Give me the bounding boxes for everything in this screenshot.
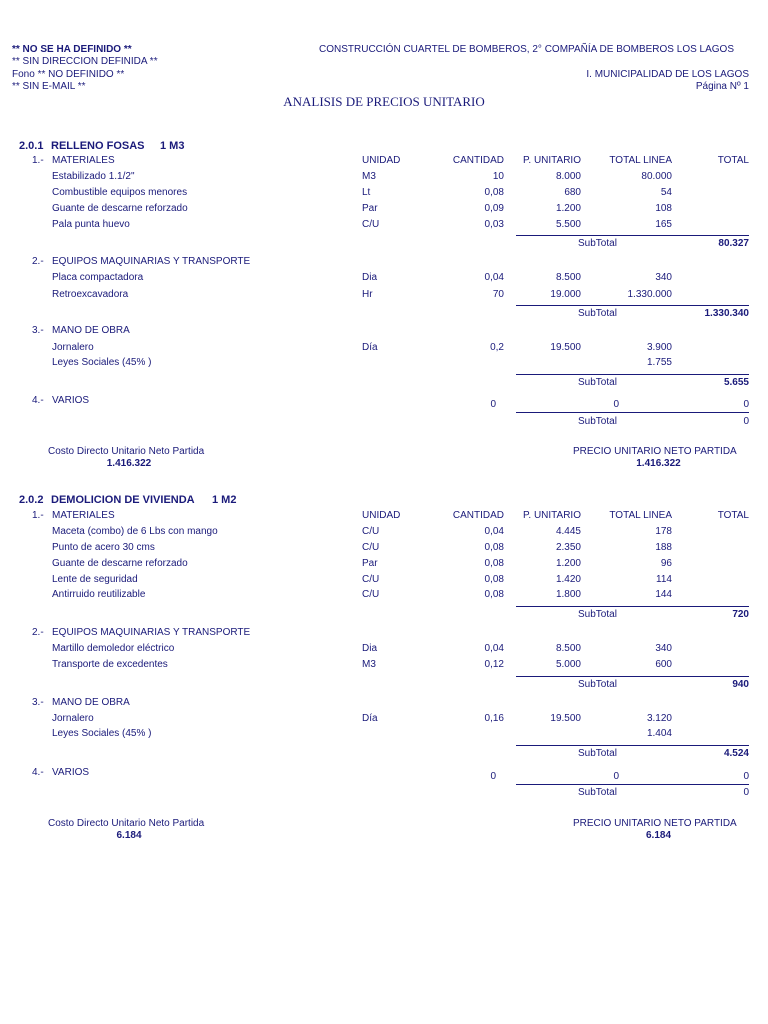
item-quantity: 70: [492, 289, 504, 300]
costo-directo-label: Costo Directo Unitario Neto Partida: [48, 818, 205, 829]
item-unit: Día: [362, 342, 378, 353]
costo-directo-value: 1.416.322: [106, 458, 152, 469]
group-name: MANO DE OBRA: [52, 697, 130, 708]
section-unit: 1 M3: [160, 140, 185, 152]
item-unit-price: 1.200: [555, 203, 581, 214]
column-header-p-unitario: P. UNITARIO: [523, 510, 581, 521]
subtotal-label: SubTotal: [578, 748, 617, 759]
subtotal-value: 720: [732, 609, 749, 620]
item-line-total: 600: [655, 659, 672, 670]
subtotal-label: SubTotal: [578, 787, 617, 798]
item-quantity: 10: [492, 171, 504, 182]
group-number: 2.-: [32, 627, 44, 638]
item-quantity: 0,08: [484, 187, 504, 198]
item-description: Antirruido reutilizable: [52, 589, 146, 600]
item-line-total: 188: [655, 542, 672, 553]
item-line-total: 1.330.000: [627, 289, 672, 300]
group-number: 1.-: [32, 155, 44, 166]
subtotal-value: 1.330.340: [704, 308, 749, 319]
column-header-cantidad: CANTIDAD: [452, 510, 504, 521]
item-line-total: 178: [655, 526, 672, 537]
company-name: ** NO SE HA DEFINIDO **: [12, 44, 132, 55]
company-phone: Fono ** NO DEFINIDO **: [12, 69, 125, 80]
group-number: 3.-: [32, 697, 44, 708]
column-header-total-linea: TOTAL LINEA: [609, 155, 672, 166]
item-unit-price: 5.000: [555, 659, 581, 670]
item-description: Jornalero: [52, 342, 94, 353]
group-name: EQUIPOS MAQUINARIAS Y TRANSPORTE: [52, 627, 251, 638]
subtotal-divider: [516, 784, 749, 785]
section-unit: 1 M2: [212, 494, 237, 506]
item-quantity: 0,08: [484, 542, 504, 553]
costo-directo-label: Costo Directo Unitario Neto Partida: [48, 446, 205, 457]
item-description: Maceta (combo) de 6 Lbs con mango: [52, 526, 218, 537]
subtotal-divider: [516, 745, 749, 746]
section-name: DEMOLICION DE VIVIENDA: [51, 494, 195, 506]
item-line-total: 144: [655, 589, 672, 600]
subtotal-divider: [516, 676, 749, 677]
item-line-total: 340: [655, 272, 672, 283]
varios-quantity: 0: [490, 399, 496, 410]
item-unit-price: 1.420: [555, 574, 581, 585]
item-unit-price: 1.800: [555, 589, 581, 600]
subtotal-value: 4.524: [723, 748, 749, 759]
column-header-total: TOTAL: [717, 510, 749, 521]
varios-total: 0: [743, 771, 749, 782]
item-line-total: 3.900: [646, 342, 672, 353]
subtotal-label: SubTotal: [578, 416, 617, 427]
subtotal-value: 0: [743, 787, 749, 798]
item-quantity: 0,09: [484, 203, 504, 214]
subtotal-label: SubTotal: [578, 308, 617, 319]
varios-total: 0: [743, 399, 749, 410]
project-title: CONSTRUCCIÓN CUARTEL DE BOMBEROS, 2° COMPAÑÍA DE BOMBEROS LOS LAGOS: [319, 44, 735, 55]
costo-directo-value: 6.184: [116, 830, 142, 841]
item-unit-price: 1.200: [555, 558, 581, 569]
item-unit-price: 8.000: [555, 171, 581, 182]
subtotal-label: SubTotal: [578, 679, 617, 690]
item-unit: Hr: [362, 289, 373, 300]
subtotal-value: 0: [743, 416, 749, 427]
varios-price: 0: [613, 399, 619, 410]
subtotal-value: 5.655: [723, 377, 749, 388]
subtotal-divider: [516, 305, 749, 306]
group-number: 4.-: [32, 767, 44, 778]
column-header-total-linea: TOTAL LINEA: [609, 510, 672, 521]
item-description: Martillo demoledor eléctrico: [52, 643, 175, 654]
item-quantity: 0,03: [484, 219, 504, 230]
item-quantity: 0,04: [484, 643, 504, 654]
item-description: Placa compactadora: [52, 272, 144, 283]
section-name: RELLENO FOSAS: [51, 140, 145, 152]
item-unit: C/U: [362, 589, 380, 600]
page-number: Página Nº 1: [695, 81, 749, 92]
item-line-total: 80.000: [641, 171, 672, 182]
company-address: ** SIN DIRECCION DEFINIDA **: [12, 56, 158, 67]
subtotal-divider: [516, 412, 749, 413]
municipality: I. MUNICIPALIDAD DE LOS LAGOS: [586, 69, 749, 80]
item-line-total: 1.755: [646, 357, 672, 368]
varios-price: 0: [613, 771, 619, 782]
group-name: VARIOS: [52, 395, 90, 406]
subtotal-divider: [516, 235, 749, 236]
group-number: 2.-: [32, 256, 44, 267]
item-description: Transporte de excedentes: [52, 659, 168, 670]
group-name: MANO DE OBRA: [52, 325, 130, 336]
item-quantity: 0,08: [484, 574, 504, 585]
group-name: MATERIALES: [52, 510, 115, 521]
item-quantity: 0,08: [484, 558, 504, 569]
item-quantity: 0,08: [484, 589, 504, 600]
column-header-p-unitario: P. UNITARIO: [523, 155, 581, 166]
group-number: 1.-: [32, 510, 44, 521]
group-name: EQUIPOS MAQUINARIAS Y TRANSPORTE: [52, 256, 251, 267]
item-unit: Dia: [362, 272, 378, 283]
item-unit: Par: [362, 558, 378, 569]
item-unit-price: 4.445: [555, 526, 581, 537]
item-line-total: 340: [655, 643, 672, 654]
varios-quantity: 0: [490, 771, 496, 782]
group-number: 4.-: [32, 395, 44, 406]
item-unit: M3: [362, 659, 376, 670]
subtotal-divider: [516, 606, 749, 607]
subtotal-label: SubTotal: [578, 609, 617, 620]
item-description: Estabilizado 1.1/2": [52, 171, 135, 182]
subtotal-label: SubTotal: [578, 238, 617, 249]
item-unit: C/U: [362, 526, 380, 537]
item-unit-price: 2.350: [555, 542, 581, 553]
group-number: 3.-: [32, 325, 44, 336]
item-line-total: 165: [655, 219, 672, 230]
item-description: Lente de seguridad: [52, 574, 138, 585]
item-line-total: 3.120: [646, 713, 672, 724]
item-unit-price: 8.500: [555, 643, 581, 654]
item-unit-price: 5.500: [555, 219, 581, 230]
section-code: 2.0.1: [19, 140, 44, 152]
item-unit: Dia: [362, 643, 378, 654]
item-description: Guante de descarne reforzado: [52, 558, 188, 569]
item-description: Jornalero: [52, 713, 94, 724]
item-line-total: 108: [655, 203, 672, 214]
page-title: ANALISIS DE PRECIOS UNITARIO: [283, 94, 485, 109]
item-line-total: 96: [660, 558, 672, 569]
column-header-unidad: UNIDAD: [362, 510, 401, 521]
subtotal-divider: [516, 374, 749, 375]
section-code: 2.0.2: [19, 494, 44, 506]
group-name: MATERIALES: [52, 155, 115, 166]
column-header-total: TOTAL: [717, 155, 749, 166]
company-email: ** SIN E-MAIL **: [12, 81, 86, 92]
item-description: Combustible equipos menores: [52, 187, 188, 198]
item-unit-price: 8.500: [555, 272, 581, 283]
precio-unitario-value: 6.184: [645, 830, 672, 841]
item-line-total: 54: [660, 187, 672, 198]
subtotal-label: SubTotal: [578, 377, 617, 388]
item-quantity: 0,12: [484, 659, 504, 670]
item-description: Guante de descarne reforzado: [52, 203, 188, 214]
item-quantity: 0,2: [490, 342, 504, 353]
item-unit: C/U: [362, 219, 380, 230]
item-unit: Día: [362, 713, 378, 724]
item-description: Punto de acero 30 cms: [52, 542, 155, 553]
item-description: Retroexcavadora: [52, 289, 129, 300]
group-name: VARIOS: [52, 767, 90, 778]
item-quantity: 0,04: [484, 272, 504, 283]
item-line-total: 114: [656, 574, 672, 585]
item-unit: C/U: [362, 542, 380, 553]
subtotal-value: 940: [732, 679, 749, 690]
item-unit: Par: [362, 203, 378, 214]
item-unit-price: 19.500: [550, 713, 581, 724]
item-unit: Lt: [362, 187, 371, 198]
precio-unitario-label: PRECIO UNITARIO NETO PARTIDA: [573, 446, 737, 457]
item-description: Pala punta huevo: [52, 219, 130, 230]
precio-unitario-label: PRECIO UNITARIO NETO PARTIDA: [573, 818, 737, 829]
item-unit-price: 19.000: [550, 289, 581, 300]
subtotal-value: 80.327: [718, 238, 749, 249]
item-unit-price: 19.500: [550, 342, 581, 353]
item-description: Leyes Sociales (45% ): [52, 357, 152, 368]
item-quantity: 0,16: [484, 713, 504, 724]
item-unit-price: 680: [564, 187, 581, 198]
item-description: Leyes Sociales (45% ): [52, 728, 152, 739]
column-header-cantidad: CANTIDAD: [452, 155, 504, 166]
precio-unitario-value: 1.416.322: [636, 458, 681, 469]
item-unit: M3: [362, 171, 376, 182]
item-quantity: 0,04: [484, 526, 504, 537]
item-line-total: 1.404: [646, 728, 672, 739]
column-header-unidad: UNIDAD: [362, 155, 401, 166]
item-unit: C/U: [362, 574, 380, 585]
